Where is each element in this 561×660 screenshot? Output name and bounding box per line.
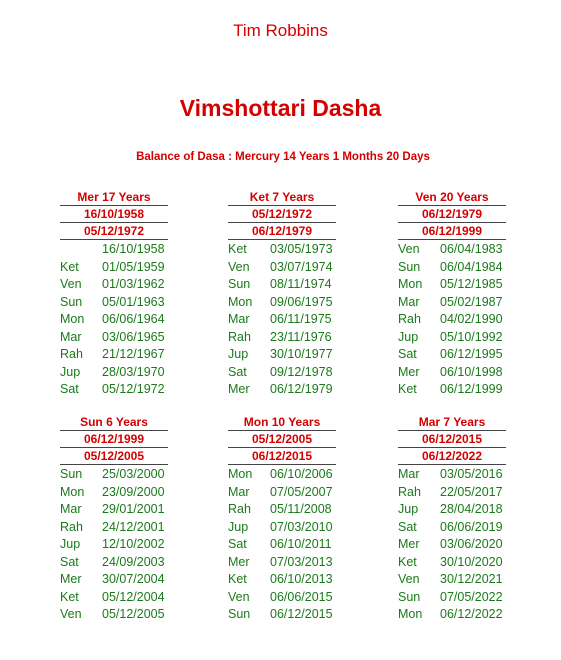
dasha-start-date: 06/12/2015 xyxy=(398,432,506,448)
bhukti-row xyxy=(60,519,180,537)
person-name: Tim Robbins xyxy=(233,21,328,40)
bhukti-planet: Mar xyxy=(398,467,420,481)
bhukti-list xyxy=(398,466,518,624)
bhukti-date: 05/12/2004 xyxy=(102,589,165,604)
bhukti-row xyxy=(228,276,348,294)
dasha-end-date: 06/12/1999 xyxy=(398,224,506,240)
bhukti-row xyxy=(228,519,348,537)
dasha-heading: Mer 17 Years xyxy=(60,190,168,206)
bhukti-row xyxy=(60,466,180,484)
bhukti-date: 07/05/2022 xyxy=(440,589,503,604)
bhukti-row xyxy=(398,519,518,537)
bhukti-planet: Mar xyxy=(228,484,250,499)
bhukti-planet: Jup xyxy=(228,519,249,534)
bhukti-date: 06/12/1995 xyxy=(440,347,503,361)
bhukti-planet: Sat xyxy=(228,364,247,379)
dasha-heading: Mar 7 Years xyxy=(398,415,506,431)
dasha-end-date: 05/12/1972 xyxy=(60,224,168,240)
bhukti-date: 28/03/1970 xyxy=(102,364,165,379)
bhukti-row xyxy=(398,571,518,589)
bhukti-row xyxy=(60,259,180,277)
bhukti-row xyxy=(228,259,348,277)
bhukti-planet: Ven xyxy=(398,572,420,586)
bhukti-row xyxy=(398,466,518,484)
bhukti-planet: Sat xyxy=(228,537,247,551)
bhukti-row xyxy=(228,329,348,347)
bhukti-date: 06/12/1999 xyxy=(440,382,503,396)
bhukti-row xyxy=(228,554,348,572)
bhukti-planet: Sat xyxy=(60,554,79,569)
bhukti-date: 06/10/2006 xyxy=(270,467,333,481)
bhukti-row xyxy=(228,571,348,589)
bhukti-date: 05/02/1987 xyxy=(440,294,503,309)
bhukti-date: 01/05/1959 xyxy=(102,259,165,274)
bhukti-row xyxy=(228,484,348,502)
bhukti-row xyxy=(228,311,348,329)
bhukti-row xyxy=(398,364,518,382)
bhukti-planet: Ven xyxy=(228,259,250,274)
bhukti-row xyxy=(398,241,518,259)
dasha-block xyxy=(60,190,180,399)
dasha-start-date: 05/12/1972 xyxy=(228,207,336,223)
bhukti-date: 09/12/1978 xyxy=(270,364,333,379)
bhukti-row xyxy=(60,346,180,364)
bhukti-date: 24/12/2001 xyxy=(102,519,165,534)
dasha-end-date: 06/12/2015 xyxy=(228,449,336,465)
bhukti-list xyxy=(398,241,518,399)
bhukti-planet: Mer xyxy=(398,364,420,379)
dasha-block xyxy=(398,415,518,624)
bhukti-row xyxy=(398,381,518,399)
bhukti-planet: Ket xyxy=(398,382,417,396)
bhukti-planet: Mer xyxy=(228,382,250,396)
bhukti-list xyxy=(228,241,348,399)
bhukti-row xyxy=(398,606,518,624)
bhukti-date: 30/12/2021 xyxy=(440,572,503,586)
bhukti-planet: Mer xyxy=(398,537,420,551)
bhukti-row xyxy=(398,501,518,519)
dasha-block xyxy=(228,190,348,399)
bhukti-planet: Jup xyxy=(398,329,419,344)
bhukti-date: 28/04/2018 xyxy=(440,502,503,516)
dasha-start-date: 16/10/1958 xyxy=(60,207,168,223)
dasha-header xyxy=(228,190,336,240)
bhukti-date: 16/10/1958 xyxy=(102,242,165,256)
bhukti-date: 05/12/1972 xyxy=(102,382,165,396)
bhukti-planet: Mer xyxy=(228,554,250,569)
bhukti-date: 06/04/1983 xyxy=(440,242,503,256)
bhukti-row xyxy=(60,329,180,347)
bhukti-planet: Sun xyxy=(228,607,251,621)
bhukti-date: 06/12/2015 xyxy=(270,607,333,621)
bhukti-planet: Mon xyxy=(398,277,423,291)
bhukti-row xyxy=(228,466,348,484)
bhukti-row xyxy=(398,554,518,572)
bhukti-date: 25/03/2000 xyxy=(102,467,165,481)
bhukti-row xyxy=(228,501,348,519)
bhukti-row xyxy=(60,501,180,519)
bhukti-date: 22/05/2017 xyxy=(440,484,503,499)
bhukti-date: 07/03/2010 xyxy=(270,519,333,534)
dasha-heading: Mon 10 Years xyxy=(228,415,336,431)
dasha-end-date: 05/12/2005 xyxy=(60,449,168,465)
bhukti-date: 06/06/2015 xyxy=(270,589,333,604)
bhukti-date: 09/06/1975 xyxy=(270,294,333,309)
dasha-heading: Sun 6 Years xyxy=(60,415,168,431)
bhukti-date: 30/07/2004 xyxy=(102,572,165,586)
bhukti-row xyxy=(60,294,180,312)
bhukti-date: 21/12/1967 xyxy=(102,347,165,361)
dasha-end-date: 06/12/2022 xyxy=(398,449,506,465)
bhukti-date: 23/11/1976 xyxy=(270,329,332,344)
bhukti-row xyxy=(60,276,180,294)
bhukti-row xyxy=(60,381,180,399)
bhukti-planet: Mar xyxy=(398,294,420,309)
bhukti-row xyxy=(60,571,180,589)
bhukti-date: 05/01/1963 xyxy=(102,294,165,309)
bhukti-row xyxy=(228,381,348,399)
bhukti-planet: Sun xyxy=(398,589,421,604)
bhukti-planet: Sat xyxy=(60,382,79,396)
bhukti-row xyxy=(398,294,518,312)
bhukti-planet: Rah xyxy=(228,329,251,344)
bhukti-row xyxy=(398,536,518,554)
bhukti-planet: Jup xyxy=(60,364,81,379)
bhukti-row xyxy=(398,276,518,294)
bhukti-planet: Jup xyxy=(228,347,249,361)
bhukti-row xyxy=(398,484,518,502)
bhukti-date: 07/05/2007 xyxy=(270,484,333,499)
dasha-header xyxy=(228,415,336,465)
bhukti-row xyxy=(228,346,348,364)
bhukti-row xyxy=(60,554,180,572)
bhukti-row xyxy=(60,536,180,554)
bhukti-planet: Mon xyxy=(60,312,85,326)
bhukti-row xyxy=(228,364,348,382)
bhukti-planet: Jup xyxy=(60,537,81,551)
dasha-header xyxy=(398,415,506,465)
bhukti-list xyxy=(228,466,348,624)
bhukti-date: 01/03/1962 xyxy=(102,277,165,291)
bhukti-row xyxy=(60,589,180,607)
bhukti-date: 05/11/2008 xyxy=(270,502,332,516)
bhukti-date: 06/06/1964 xyxy=(102,312,165,326)
bhukti-date: 03/06/2020 xyxy=(440,537,503,551)
bhukti-row xyxy=(398,259,518,277)
bhukti-date: 03/05/1973 xyxy=(270,242,333,256)
bhukti-row xyxy=(60,364,180,382)
bhukti-date: 29/01/2001 xyxy=(102,502,165,516)
bhukti-planet: Ven xyxy=(398,242,420,256)
bhukti-planet: Mon xyxy=(228,467,253,481)
bhukti-row xyxy=(398,329,518,347)
bhukti-planet: Ket xyxy=(60,259,79,274)
bhukti-row xyxy=(398,311,518,329)
dasha-block xyxy=(60,415,180,624)
dasha-block xyxy=(398,190,518,399)
bhukti-date: 08/11/1974 xyxy=(270,277,332,291)
bhukti-row xyxy=(228,606,348,624)
bhukti-date: 06/04/1984 xyxy=(440,259,503,274)
bhukti-date: 06/10/2013 xyxy=(270,572,333,586)
bhukti-row xyxy=(398,589,518,607)
bhukti-planet: Mar xyxy=(60,329,82,344)
bhukti-date: 03/05/2016 xyxy=(440,467,503,481)
bhukti-planet: Mar xyxy=(60,502,82,516)
bhukti-planet: Ket xyxy=(398,554,417,569)
bhukti-list xyxy=(60,241,180,399)
dasha-block xyxy=(228,415,348,624)
bhukti-planet: Ket xyxy=(60,589,79,604)
dasha-start-date: 06/12/1999 xyxy=(60,432,168,448)
bhukti-row xyxy=(228,536,348,554)
bhukti-date: 23/09/2000 xyxy=(102,484,165,499)
bhukti-date: 05/12/2005 xyxy=(102,607,165,621)
dasha-header xyxy=(398,190,506,240)
bhukti-planet: Sat xyxy=(398,519,417,534)
bhukti-planet: Sun xyxy=(228,277,251,291)
bhukti-planet: Mon xyxy=(60,484,85,499)
bhukti-date: 03/07/1974 xyxy=(270,259,333,274)
bhukti-planet: Ket xyxy=(228,242,247,256)
bhukti-row xyxy=(228,241,348,259)
bhukti-planet: Mon xyxy=(398,607,423,621)
bhukti-date: 04/02/1990 xyxy=(440,312,503,326)
bhukti-planet: Rah xyxy=(398,484,421,499)
dasha-start-date: 06/12/1979 xyxy=(398,207,506,223)
bhukti-planet: Rah xyxy=(228,502,251,516)
page-title: Vimshottari Dasha xyxy=(179,95,382,121)
bhukti-date: 24/09/2003 xyxy=(102,554,165,569)
bhukti-date: 06/10/2011 xyxy=(270,537,332,551)
bhukti-date: 06/10/1998 xyxy=(440,364,503,379)
bhukti-row xyxy=(228,589,348,607)
bhukti-row xyxy=(60,484,180,502)
bhukti-row xyxy=(60,311,180,329)
bhukti-planet: Rah xyxy=(60,519,83,534)
bhukti-date: 06/12/1979 xyxy=(270,382,333,396)
bhukti-planet: Ket xyxy=(228,572,247,586)
bhukti-row xyxy=(228,294,348,312)
bhukti-planet: Ven xyxy=(60,277,82,291)
bhukti-date: 30/10/1977 xyxy=(270,347,333,361)
bhukti-row xyxy=(60,241,180,259)
bhukti-date: 06/11/1975 xyxy=(270,312,332,326)
dasha-header xyxy=(60,415,168,465)
bhukti-planet: Mer xyxy=(60,572,82,586)
bhukti-date: 06/12/2022 xyxy=(440,607,503,621)
bhukti-date: 07/03/2013 xyxy=(270,554,333,569)
bhukti-row xyxy=(398,346,518,364)
bhukti-planet: Mar xyxy=(228,312,250,326)
bhukti-date: 06/06/2019 xyxy=(440,519,503,534)
dasha-end-date: 06/12/1979 xyxy=(228,224,336,240)
bhukti-planet: Rah xyxy=(398,312,421,326)
bhukti-planet: Sat xyxy=(398,347,417,361)
bhukti-planet: Sun xyxy=(60,467,83,481)
bhukti-planet: Rah xyxy=(60,347,83,361)
bhukti-list xyxy=(60,466,180,624)
balance-of-dasa: Balance of Dasa : Mercury 14 Years 1 Months 20 Days xyxy=(136,151,430,163)
dasha-heading: Ket 7 Years xyxy=(228,190,336,206)
bhukti-planet: Ven xyxy=(60,607,82,621)
dasha-start-date: 05/12/2005 xyxy=(228,432,336,448)
bhukti-date: 05/10/1992 xyxy=(440,329,503,344)
bhukti-planet: Mon xyxy=(228,294,253,309)
bhukti-date: 03/06/1965 xyxy=(102,329,165,344)
bhukti-date: 30/10/2020 xyxy=(440,554,503,569)
dasha-heading: Ven 20 Years xyxy=(398,190,506,206)
bhukti-date: 12/10/2002 xyxy=(102,537,165,551)
bhukti-planet: Ven xyxy=(228,589,250,604)
bhukti-planet: Jup xyxy=(398,502,419,516)
bhukti-planet: Sun xyxy=(60,294,83,309)
bhukti-date: 05/12/1985 xyxy=(440,277,503,291)
bhukti-row xyxy=(60,606,180,624)
bhukti-planet: Sun xyxy=(398,259,421,274)
dasha-header xyxy=(60,190,168,240)
